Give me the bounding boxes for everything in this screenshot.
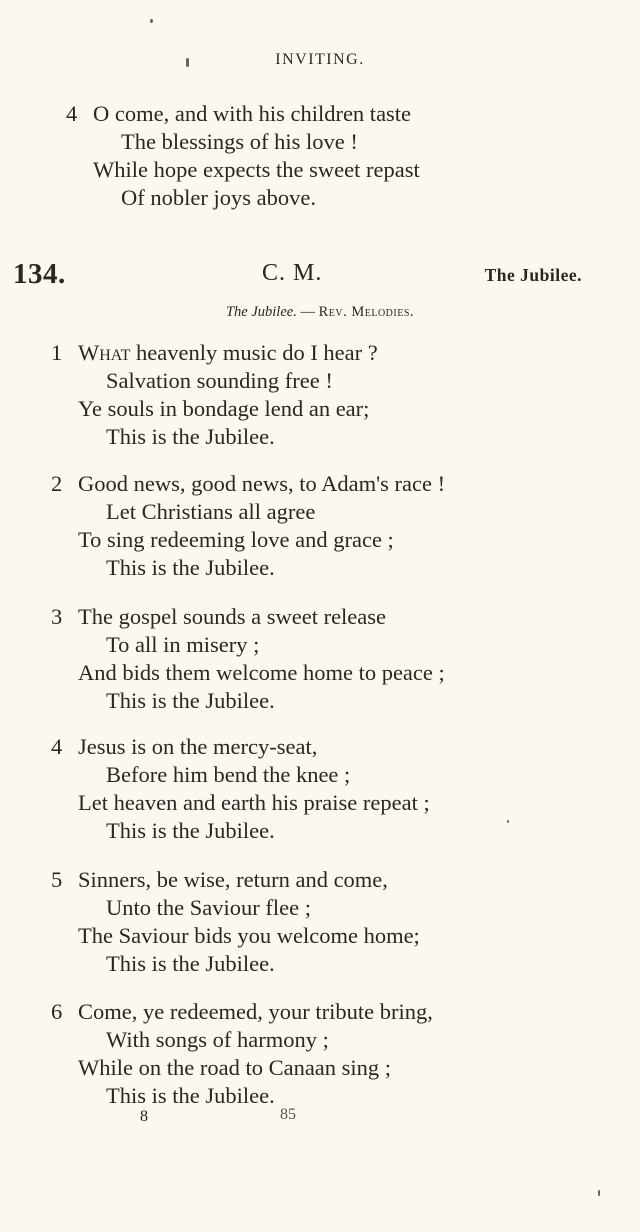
verse-line: Unto the Saviour flee ;	[106, 895, 311, 920]
verse-line: This is the Jubilee.	[106, 818, 275, 843]
attribution	[0, 304, 640, 321]
ink-speck	[150, 19, 153, 23]
verse-line: Let Christians all agree	[106, 499, 316, 524]
verse-line: The gospel sounds a sweet release	[78, 604, 387, 629]
ink-speck	[598, 1190, 600, 1196]
ink-speck	[186, 58, 189, 67]
verse-line: This is the Jubilee.	[106, 688, 275, 713]
verse-line: This is the Jubilee.	[106, 555, 275, 580]
verse-line: The Saviour bids you welcome home;	[78, 923, 420, 948]
verse-line: Let heaven and earth his praise repeat ;	[78, 790, 430, 815]
verse-line: To sing redeeming love and grace ;	[78, 527, 394, 552]
verse-line: This is the Jubilee.	[106, 951, 275, 976]
first-word: What	[78, 340, 131, 365]
verse-line: The blessings of his love !	[121, 129, 358, 154]
verse-line: Ye souls in bondage lend an ear;	[78, 396, 370, 421]
verse-line: Jesus is on the mercy-seat,	[78, 734, 318, 759]
hymn-number: 134.	[13, 258, 66, 290]
verse-line: While on the road to Canaan sing ;	[78, 1055, 392, 1080]
page-number: 85	[280, 1106, 296, 1123]
verse-line: This is the Jubilee.	[106, 424, 275, 449]
stanza-number: 3	[51, 604, 63, 629]
verse-line: And bids them welcome home to peace ;	[78, 660, 445, 685]
verse-line: Before him bend the knee ;	[106, 762, 351, 787]
stanza-number: 6	[51, 999, 63, 1024]
ink-speck	[507, 820, 509, 823]
verse-line: This is the Jubilee.	[106, 1083, 275, 1108]
verse-line: Come, ye redeemed, your tribute bring,	[78, 999, 433, 1024]
attribution-separator: —	[296, 304, 319, 320]
tune-title: The Jubilee.	[484, 265, 582, 285]
signature-mark: 8	[140, 1108, 148, 1125]
verse-line: Of nobler joys above.	[121, 185, 316, 210]
attribution-author: Rev. Melodies.	[318, 304, 415, 320]
stanza-number: 1	[51, 340, 63, 365]
verse-line: O come, and with his children taste	[93, 101, 412, 126]
verse-line: With songs of harmony ;	[106, 1027, 329, 1052]
verse-line: Salvation sounding free !	[106, 368, 333, 393]
verse-line: Sinners, be wise, return and come,	[78, 867, 388, 892]
stanza-number: 4	[66, 101, 78, 126]
hymn-header	[0, 258, 640, 294]
stanza-number: 4	[51, 734, 63, 759]
verse-line: To all in misery ;	[106, 632, 260, 657]
attribution-title: The Jubilee.	[225, 304, 297, 320]
verse-line: While hope expects the sweet repast	[93, 157, 420, 182]
verse-line: Good news, good news, to Adam's race !	[78, 471, 446, 496]
hymn-meter: C. M.	[262, 260, 323, 286]
running-head: INVITING.	[275, 51, 365, 68]
stanza-number: 2	[51, 471, 63, 496]
verse-line	[78, 339, 378, 366]
stanza-number: 5	[51, 867, 63, 892]
first-line-rest: heavenly music do I hear ?	[130, 340, 378, 365]
